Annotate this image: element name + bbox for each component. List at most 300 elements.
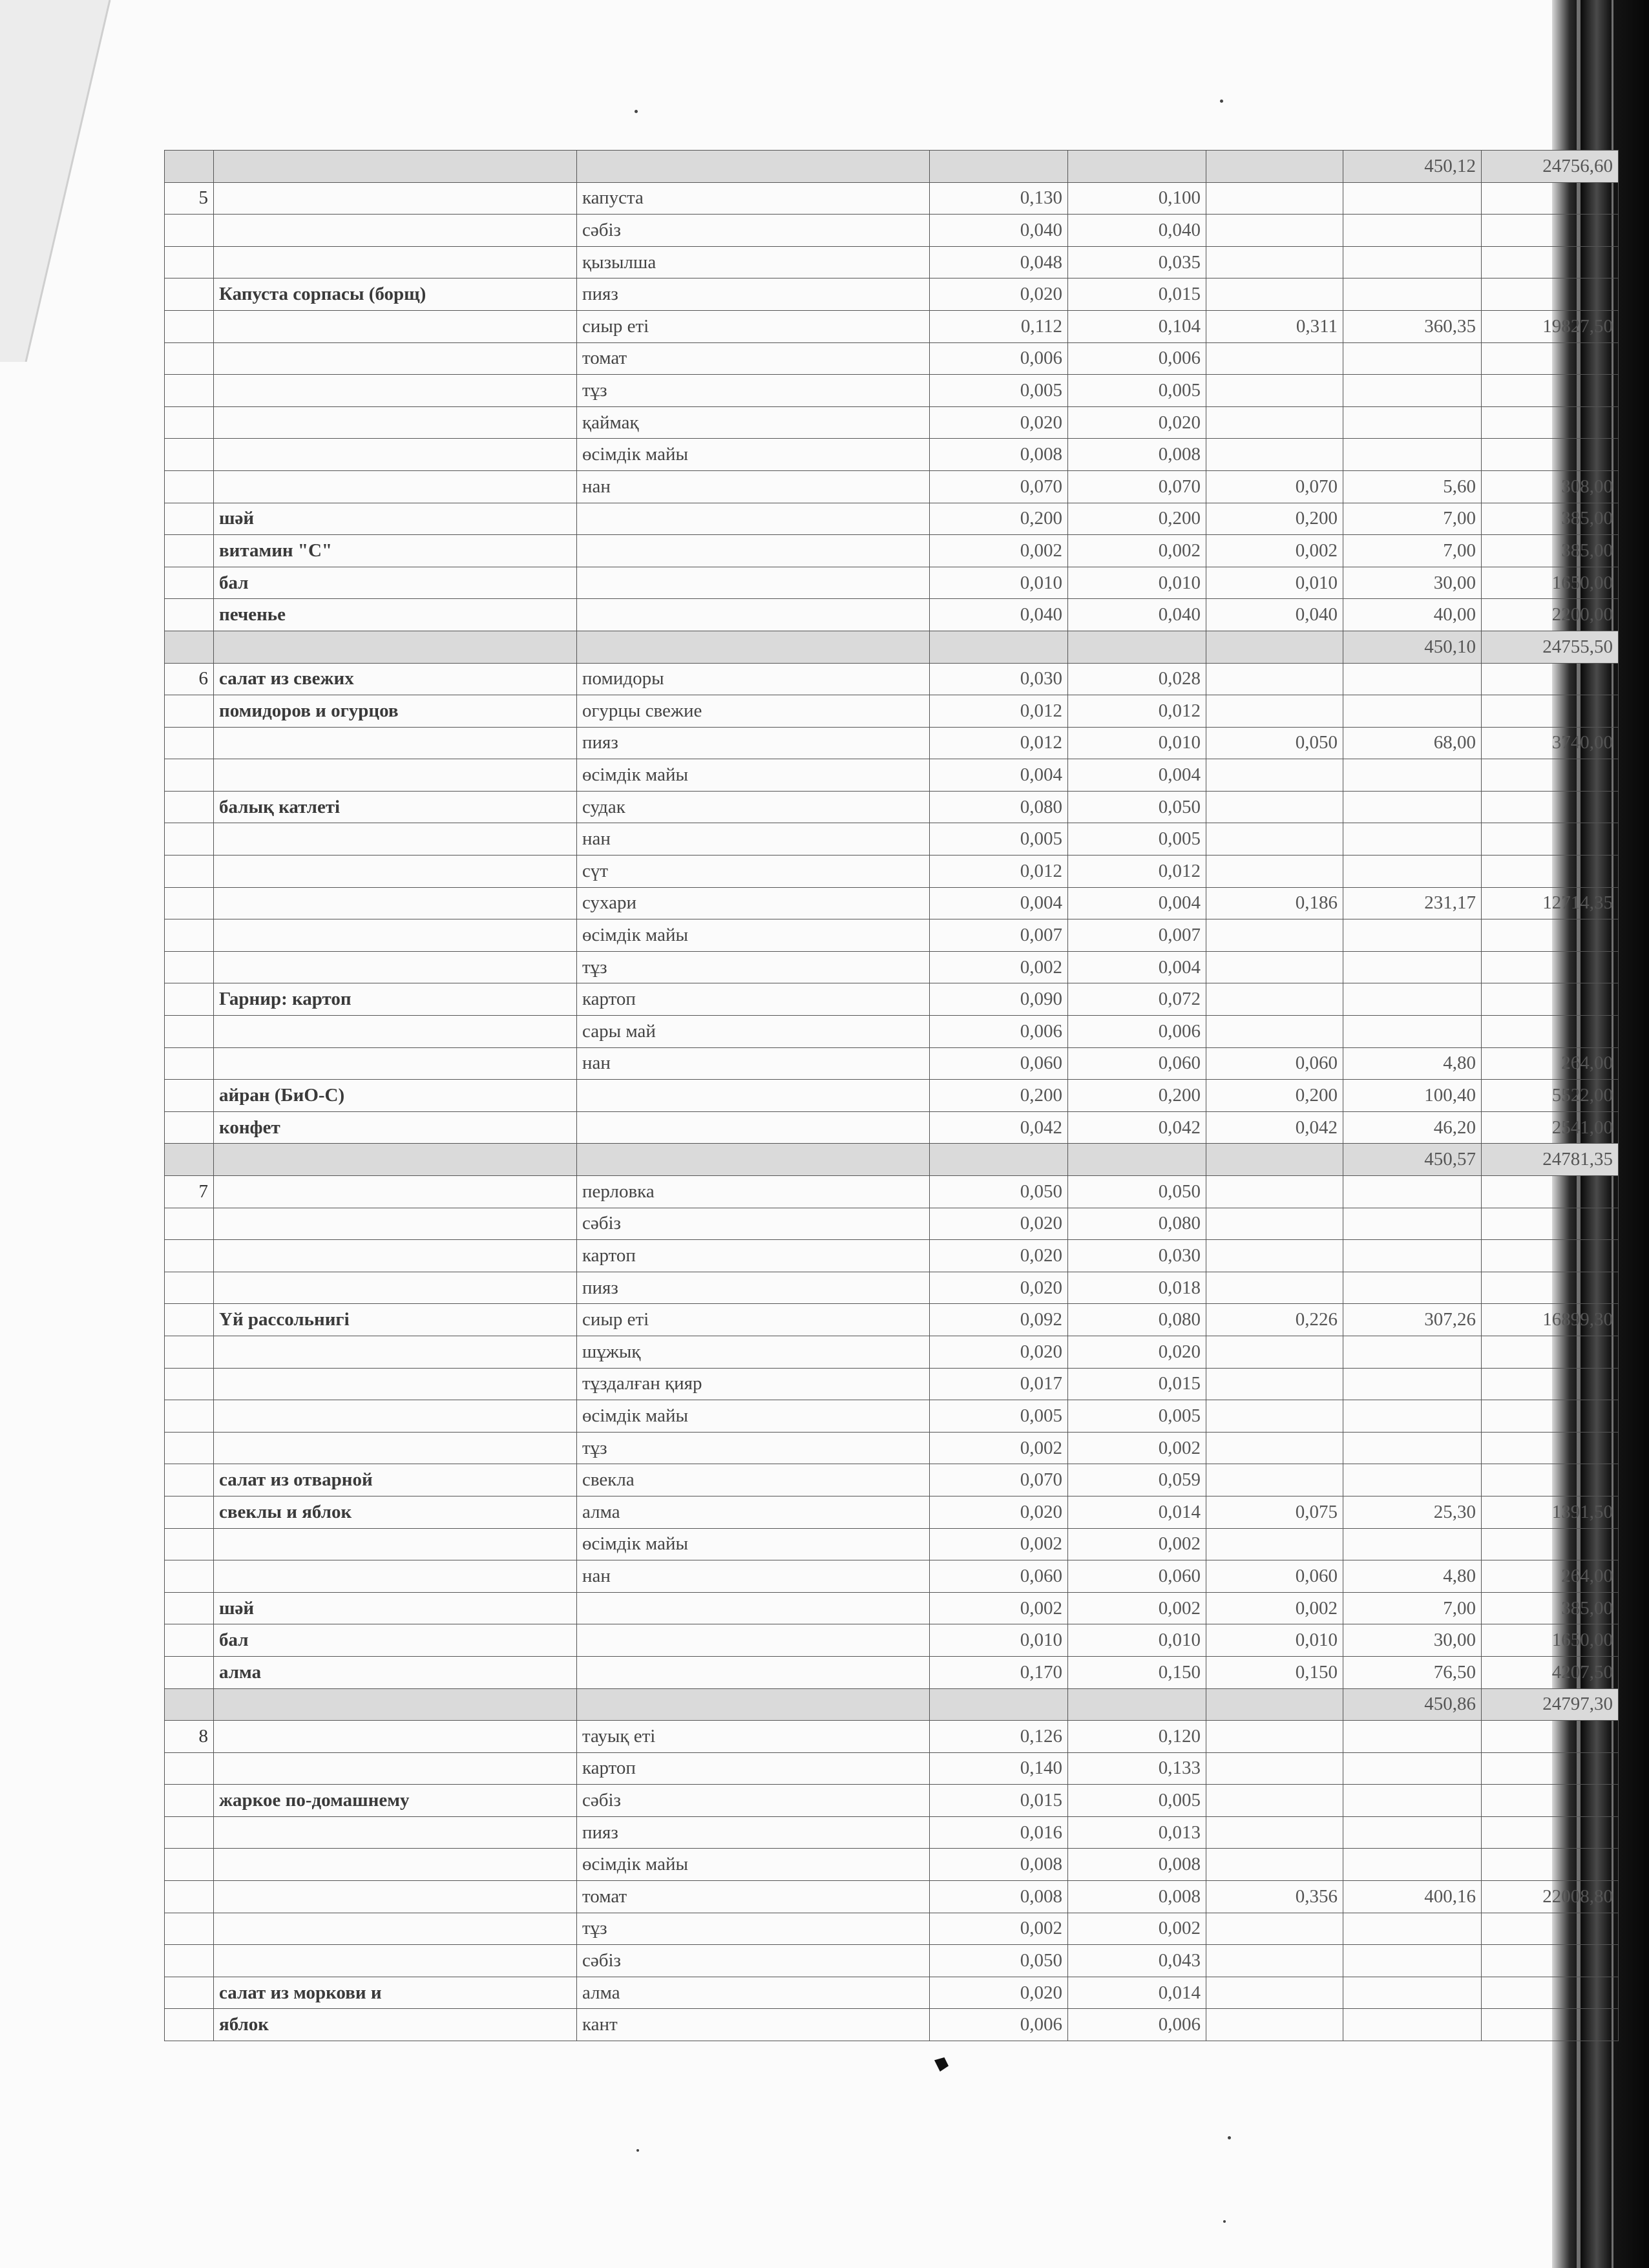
portion-output-cell: 0,356 [1206,1881,1343,1913]
cost-cell [1482,1400,1619,1433]
portion-output-cell [1206,2009,1343,2041]
net-weight-cell: 0,020 [1068,1336,1206,1368]
net-weight-cell: 0,028 [1068,663,1206,695]
ingredient-cell [577,1111,930,1144]
day-number-cell [165,503,214,535]
day-number-cell [165,1336,214,1368]
gross-weight-cell [930,631,1068,663]
dish-name-cell [214,1176,577,1208]
net-weight-cell: 0,005 [1068,1785,1206,1817]
cost-cell [1482,983,1619,1016]
gross-weight-cell: 0,020 [930,1336,1068,1368]
day-number-cell [165,791,214,823]
portion-output-cell: 0,150 [1206,1656,1343,1688]
gross-weight-cell: 0,090 [930,983,1068,1016]
ingredient-cell: помидоры [577,663,930,695]
portion-output-cell [1206,631,1343,663]
day-number-cell [165,599,214,631]
gross-weight-cell: 0,010 [930,567,1068,599]
day-number-cell [165,1111,214,1144]
portion-output-cell [1206,1977,1343,2009]
dish-name-cell [214,342,577,375]
price-cell [1343,1849,1482,1881]
table-row [165,1208,1619,1240]
cost-cell: 1391,50 [1482,1496,1619,1528]
cost-cell [1482,1977,1619,2009]
price-cell: 30,00 [1343,1624,1482,1657]
day-number-cell [165,535,214,567]
portion-output-cell [1206,823,1343,856]
ingredient-cell: алма [577,1496,930,1528]
net-weight-cell: 0,043 [1068,1945,1206,1977]
portion-output-cell [1206,1336,1343,1368]
portion-output-cell [1206,439,1343,471]
day-number-cell [165,470,214,503]
net-weight-cell [1068,151,1206,183]
portion-output-cell: 0,070 [1206,470,1343,503]
cost-cell: 24781,35 [1482,1144,1619,1176]
price-cell [1343,759,1482,792]
portion-output-cell [1206,1945,1343,1977]
cost-cell [1482,1240,1619,1272]
dish-name-cell [214,759,577,792]
net-weight-cell: 0,013 [1068,1816,1206,1849]
cost-cell [1482,663,1619,695]
net-weight-cell: 0,030 [1068,1240,1206,1272]
dish-name-cell: яблок [214,2009,577,2041]
ingredient-cell: қаймақ [577,406,930,439]
gross-weight-cell: 0,020 [930,1240,1068,1272]
gross-weight-cell: 0,012 [930,695,1068,728]
day-number-cell [165,1016,214,1048]
net-weight-cell: 0,002 [1068,1528,1206,1560]
dish-name-cell [214,310,577,342]
net-weight-cell: 0,010 [1068,1624,1206,1657]
day-number-cell [165,2009,214,2041]
net-weight-cell: 0,006 [1068,342,1206,375]
net-weight-cell: 0,014 [1068,1977,1206,2009]
net-weight-cell: 0,040 [1068,215,1206,247]
portion-output-cell [1206,1721,1343,1753]
net-weight-cell: 0,120 [1068,1721,1206,1753]
day-total-row [165,631,1619,663]
net-weight-cell: 0,008 [1068,439,1206,471]
dish-name-cell [214,1945,577,1977]
day-number-cell [165,695,214,728]
price-cell: 68,00 [1343,727,1482,759]
portion-output-cell [1206,215,1343,247]
cost-cell [1482,1432,1619,1464]
portion-output-cell [1206,1816,1343,1849]
portion-output-cell [1206,759,1343,792]
portion-output-cell [1206,1176,1343,1208]
portion-output-cell [1206,1849,1343,1881]
ingredient-cell [577,631,930,663]
ingredient-cell [577,151,930,183]
dish-name-cell [214,1047,577,1080]
ingredient-cell: сары май [577,1016,930,1048]
day-number-cell [165,1688,214,1721]
cost-cell [1482,1849,1619,1881]
table-row [165,1624,1619,1657]
day-number-cell [165,919,214,952]
ingredient-cell: сиыр еті [577,1304,930,1336]
portion-output-cell [1206,951,1343,983]
dish-name-cell [214,631,577,663]
gross-weight-cell: 0,006 [930,2009,1068,2041]
gross-weight-cell: 0,200 [930,1080,1068,1112]
gross-weight-cell: 0,002 [930,951,1068,983]
gross-weight-cell: 0,130 [930,182,1068,215]
portion-output-cell [1206,278,1343,311]
cost-cell [1482,2009,1619,2041]
price-cell [1343,1016,1482,1048]
gross-weight-cell: 0,020 [930,278,1068,311]
day-number-cell [165,1752,214,1785]
table-row [165,1785,1619,1817]
portion-output-cell [1206,983,1343,1016]
dish-name-cell [214,1208,577,1240]
price-cell [1343,1816,1482,1849]
table-body [165,151,1619,2041]
price-cell [1343,1368,1482,1400]
portion-output-cell [1206,1400,1343,1433]
cost-cell: 1650,00 [1482,567,1619,599]
cost-cell: 22008,80 [1482,1881,1619,1913]
ingredient-cell: өсімдік майы [577,919,930,952]
cost-cell [1482,1528,1619,1560]
ingredient-cell [577,1144,930,1176]
gross-weight-cell: 0,060 [930,1560,1068,1593]
gross-weight-cell: 0,020 [930,406,1068,439]
price-cell [1343,2009,1482,2041]
day-number-cell [165,759,214,792]
price-cell: 46,20 [1343,1111,1482,1144]
dish-name-cell: витамин "С" [214,535,577,567]
portion-output-cell: 0,200 [1206,1080,1343,1112]
cost-cell [1482,246,1619,278]
day-number-cell [165,310,214,342]
gross-weight-cell: 0,017 [930,1368,1068,1400]
gross-weight-cell: 0,112 [930,310,1068,342]
portion-output-cell [1206,342,1343,375]
ingredient-cell: өсімдік майы [577,759,930,792]
cost-cell [1482,1785,1619,1817]
net-weight-cell: 0,008 [1068,1881,1206,1913]
net-weight-cell: 0,050 [1068,791,1206,823]
ingredient-cell [577,535,930,567]
dish-name-cell: салат из свежих [214,663,577,695]
menu-cost-table [164,150,1619,2041]
dish-name-cell [214,1528,577,1560]
ingredient-cell: томат [577,342,930,375]
price-cell: 360,35 [1343,310,1482,342]
cost-cell [1482,1721,1619,1753]
day-number-cell [165,1881,214,1913]
dish-name-cell [214,1721,577,1753]
day-number-cell [165,1560,214,1593]
dish-name-cell [214,1144,577,1176]
day-number-cell [165,823,214,856]
day-number-cell [165,215,214,247]
table-row [165,919,1619,952]
cost-cell [1482,1945,1619,1977]
table-row [165,983,1619,1016]
cost-cell [1482,919,1619,952]
price-cell: 7,00 [1343,535,1482,567]
ingredient-cell: картоп [577,1240,930,1272]
net-weight-cell: 0,014 [1068,1496,1206,1528]
gross-weight-cell: 0,048 [930,246,1068,278]
day-total-row [165,1688,1619,1721]
ingredient-cell [577,1080,930,1112]
dish-name-cell [214,1368,577,1400]
ingredient-cell [577,599,930,631]
net-weight-cell: 0,004 [1068,887,1206,919]
dish-name-cell: печенье [214,599,577,631]
table-row [165,1913,1619,1945]
table-row [165,1656,1619,1688]
day-number-cell [165,1977,214,2009]
price-cell: 5,60 [1343,470,1482,503]
net-weight-cell: 0,002 [1068,1913,1206,1945]
net-weight-cell: 0,133 [1068,1752,1206,1785]
net-weight-cell: 0,002 [1068,1432,1206,1464]
cost-cell [1482,951,1619,983]
price-cell [1343,1176,1482,1208]
cost-cell: 5522,00 [1482,1080,1619,1112]
ingredient-cell: өсімдік майы [577,1849,930,1881]
gross-weight-cell: 0,008 [930,1849,1068,1881]
table-row [165,470,1619,503]
dish-name-cell: айран (БиО-С) [214,1080,577,1112]
table-row [165,182,1619,215]
price-cell: 7,00 [1343,1592,1482,1624]
gross-weight-cell: 0,002 [930,1432,1068,1464]
day-number-cell: 5 [165,182,214,215]
portion-output-cell: 0,010 [1206,567,1343,599]
price-cell [1343,1336,1482,1368]
day-number-cell [165,1047,214,1080]
table-row [165,1304,1619,1336]
table-row [165,1111,1619,1144]
day-number-cell [165,887,214,919]
net-weight-cell: 0,002 [1068,535,1206,567]
price-cell [1343,791,1482,823]
dish-name-cell: помидоров и огурцов [214,695,577,728]
gross-weight-cell: 0,042 [930,1111,1068,1144]
price-cell [1343,1208,1482,1240]
day-number-cell [165,1656,214,1688]
day-number-cell: 8 [165,1721,214,1753]
table-row [165,727,1619,759]
gross-weight-cell [930,1144,1068,1176]
dish-name-cell [214,727,577,759]
dish-name-cell [214,1688,577,1721]
price-cell [1343,1464,1482,1496]
cost-cell [1482,759,1619,792]
net-weight-cell: 0,004 [1068,759,1206,792]
day-number-cell: 6 [165,663,214,695]
cost-cell [1482,1176,1619,1208]
table-row [165,1752,1619,1785]
ingredient-cell: нан [577,1560,930,1593]
cost-cell [1482,375,1619,407]
scan-speck [635,110,638,113]
portion-output-cell [1206,1240,1343,1272]
portion-output-cell: 0,060 [1206,1560,1343,1593]
gross-weight-cell: 0,050 [930,1945,1068,1977]
net-weight-cell: 0,010 [1068,727,1206,759]
ingredient-cell: сәбіз [577,1208,930,1240]
price-cell: 450,12 [1343,151,1482,183]
price-cell: 4,80 [1343,1560,1482,1593]
gross-weight-cell: 0,010 [930,1624,1068,1657]
gross-weight-cell: 0,005 [930,1400,1068,1433]
cost-cell [1482,215,1619,247]
dish-name-cell [214,1560,577,1593]
paper-fold-shadow [0,0,123,362]
day-number-cell [165,278,214,311]
price-cell [1343,406,1482,439]
day-number-cell [165,567,214,599]
ingredient-cell: сиыр еті [577,310,930,342]
ingredient-cell: тұз [577,951,930,983]
price-cell [1343,1240,1482,1272]
table-row [165,1240,1619,1272]
cost-cell [1482,856,1619,888]
price-cell [1343,246,1482,278]
table-row [165,823,1619,856]
dish-name-cell [214,1240,577,1272]
net-weight-cell: 0,005 [1068,375,1206,407]
scan-speck [636,2149,639,2152]
table-row [165,1721,1619,1753]
ingredient-cell: тұздалған қияр [577,1368,930,1400]
dish-name-cell [214,406,577,439]
gross-weight-cell: 0,002 [930,1528,1068,1560]
portion-output-cell [1206,1785,1343,1817]
day-number-cell [165,1913,214,1945]
portion-output-cell: 0,042 [1206,1111,1343,1144]
cost-cell: 2541,00 [1482,1111,1619,1144]
dish-name-cell [214,1913,577,1945]
day-total-row [165,151,1619,183]
price-cell: 307,26 [1343,1304,1482,1336]
net-weight-cell: 0,100 [1068,182,1206,215]
cost-cell [1482,791,1619,823]
cost-cell [1482,1016,1619,1048]
table-row [165,759,1619,792]
price-cell [1343,663,1482,695]
table-row [165,1945,1619,1977]
cost-cell: 1650,00 [1482,1624,1619,1657]
day-number-cell: 7 [165,1176,214,1208]
cost-cell [1482,1208,1619,1240]
portion-output-cell [1206,1144,1343,1176]
price-cell: 25,30 [1343,1496,1482,1528]
day-number-cell [165,439,214,471]
ingredient-cell: сухари [577,887,930,919]
portion-output-cell: 0,311 [1206,310,1343,342]
dish-name-cell [214,1016,577,1048]
portion-output-cell [1206,695,1343,728]
portion-output-cell [1206,151,1343,183]
gross-weight-cell: 0,012 [930,727,1068,759]
ingredient-cell: судак [577,791,930,823]
gross-weight-cell: 0,012 [930,856,1068,888]
price-cell [1343,1400,1482,1433]
gross-weight-cell [930,1688,1068,1721]
dish-name-cell: балық катлеті [214,791,577,823]
ingredient-cell: картоп [577,983,930,1016]
cost-cell [1482,823,1619,856]
portion-output-cell: 0,002 [1206,1592,1343,1624]
table-row [165,278,1619,311]
ingredient-cell: свекла [577,1464,930,1496]
scan-speck [1220,100,1223,103]
cost-cell: 24756,60 [1482,151,1619,183]
portion-output-cell: 0,040 [1206,599,1343,631]
gross-weight-cell: 0,002 [930,1913,1068,1945]
price-cell [1343,1432,1482,1464]
dish-name-cell: салат из отварной [214,1464,577,1496]
price-cell [1343,1913,1482,1945]
net-weight-cell: 0,060 [1068,1047,1206,1080]
table-row [165,406,1619,439]
table-row [165,887,1619,919]
price-cell: 30,00 [1343,567,1482,599]
net-weight-cell: 0,035 [1068,246,1206,278]
portion-output-cell [1206,406,1343,439]
gross-weight-cell: 0,126 [930,1721,1068,1753]
ingredient-cell [577,503,930,535]
net-weight-cell: 0,200 [1068,1080,1206,1112]
portion-output-cell [1206,791,1343,823]
price-cell [1343,182,1482,215]
cost-cell: 4207,50 [1482,1656,1619,1688]
gross-weight-cell: 0,070 [930,470,1068,503]
dish-name-cell [214,951,577,983]
cost-cell: 16899,30 [1482,1304,1619,1336]
dish-name-cell: салат из моркови и [214,1977,577,2009]
table-row [165,215,1619,247]
gross-weight-cell: 0,004 [930,887,1068,919]
day-number-cell [165,1080,214,1112]
gross-weight-cell: 0,006 [930,342,1068,375]
ingredient-cell: алма [577,1977,930,2009]
price-cell [1343,1721,1482,1753]
net-weight-cell [1068,1144,1206,1176]
table-row [165,1849,1619,1881]
net-weight-cell: 0,012 [1068,856,1206,888]
net-weight-cell: 0,002 [1068,1592,1206,1624]
gross-weight-cell: 0,008 [930,439,1068,471]
ingredient-cell: нан [577,470,930,503]
gross-weight-cell: 0,020 [930,1496,1068,1528]
day-number-cell [165,1208,214,1240]
price-cell: 76,50 [1343,1656,1482,1688]
gross-weight-cell: 0,040 [930,215,1068,247]
gross-weight-cell: 0,080 [930,791,1068,823]
cost-cell [1482,1913,1619,1945]
portion-output-cell: 0,002 [1206,535,1343,567]
table-row [165,1016,1619,1048]
dish-name-cell [214,1849,577,1881]
price-cell: 450,86 [1343,1688,1482,1721]
portion-output-cell [1206,375,1343,407]
price-cell [1343,439,1482,471]
